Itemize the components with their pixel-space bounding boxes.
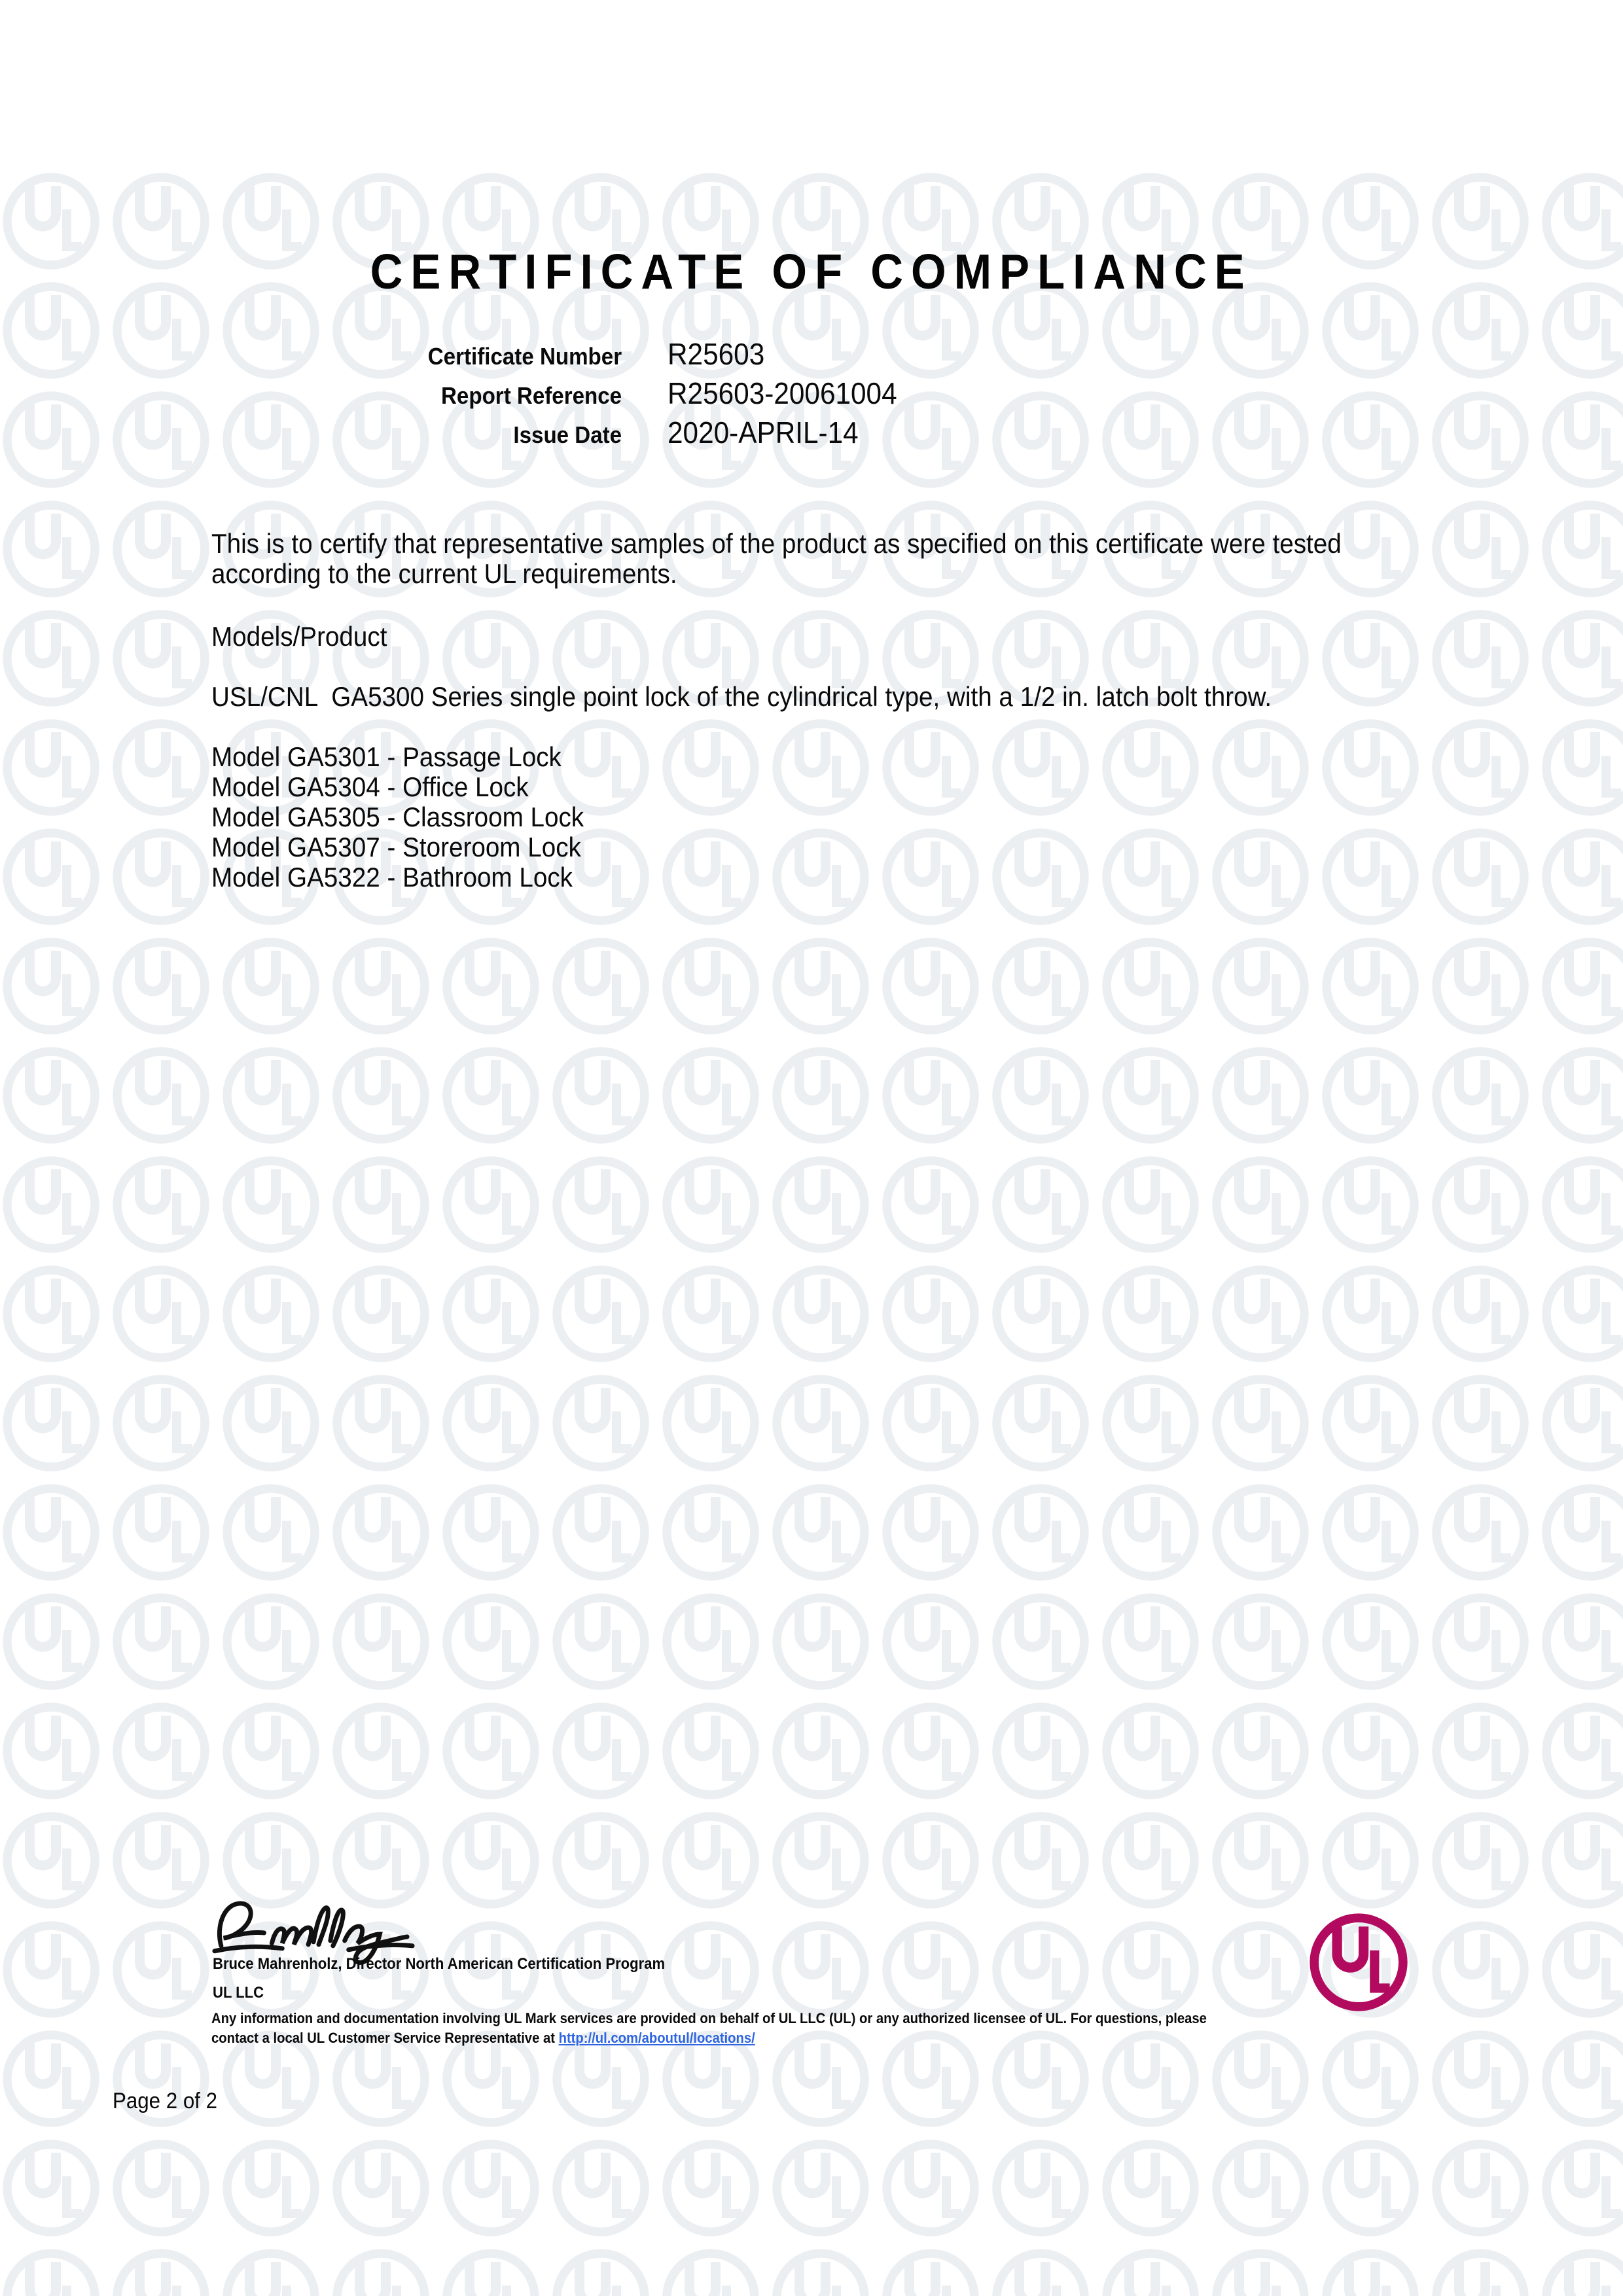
page-number: Page 2 of 2 (113, 2089, 218, 2113)
certificate-number-label: Certificate Number (427, 343, 622, 370)
meta-row-certificate-number (209, 336, 917, 376)
models-product-heading: Models/Product (211, 621, 387, 652)
certify-statement-line2: according to the current UL requirements. (211, 558, 677, 589)
meta-row-issue-date (209, 415, 917, 454)
report-reference-label: Report Reference (440, 382, 622, 409)
product-description: USL/CNL GA5300 Series single point lock of the cylindrical type, with a 1/2 in. latch bolt throw. (211, 681, 1272, 712)
issue-date-value: 2020-APRIL-14 (668, 415, 859, 450)
disclaimer-line2-text: contact a local UL Customer Service Representative at (211, 2030, 559, 2046)
certificate-meta (209, 336, 917, 454)
model-list-item: Model GA5322 - Bathroom Lock (211, 862, 573, 892)
signer-name-title: Bruce Mahrenholz, Director North American Certification Program (213, 1955, 666, 1973)
issue-date-label: Issue Date (513, 421, 622, 448)
report-reference-value: R25603-20061004 (668, 376, 897, 410)
model-list-item: Model GA5305 - Classroom Lock (211, 802, 584, 832)
model-list-item: Model GA5304 - Office Lock (211, 771, 529, 802)
ul-locations-link[interactable]: http://ul.com/aboutul/locations/ (558, 2030, 755, 2046)
meta-row-report-reference (209, 376, 917, 415)
disclaimer-line1: Any information and documentation involving UL Mark services are provided on behalf of UL LLC (UL) or any authorized licensee of UL. For questions, please (211, 2010, 1207, 2026)
certify-statement-line1: This is to certify that representative samples of the product as specified on this certificate were tested (211, 528, 1342, 559)
disclaimer-line2 (211, 2028, 802, 2048)
model-list-item: Model GA5307 - Storeroom Lock (211, 832, 581, 862)
certificate-number-value: R25603 (668, 337, 765, 371)
company-name: UL LLC (213, 1984, 264, 2002)
page-title: CERTIFICATE OF COMPLIANCE (370, 244, 1253, 299)
ul-logo-icon (1306, 1909, 1412, 2015)
model-list-item: Model GA5301 - Passage Lock (211, 741, 562, 772)
